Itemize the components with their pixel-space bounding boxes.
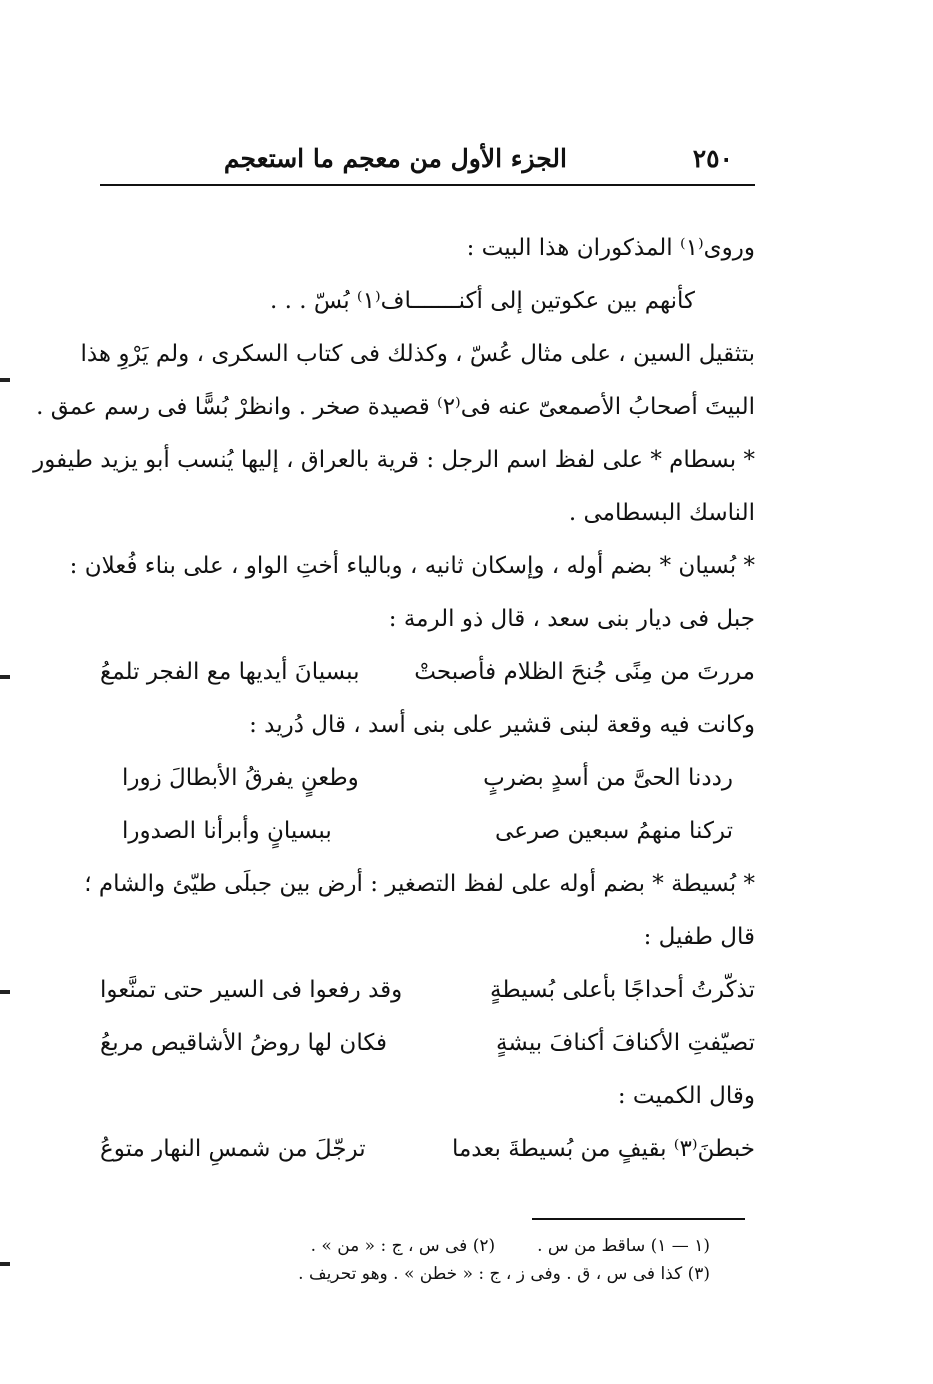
footnote-line [150,1260,710,1288]
text-line: وروى⁽١⁾ المذكوران هذا البيت : [466,235,755,261]
verse-first-hemistich: خبطنَ⁽٣⁾ بقيفٍ من بُسيطةَ بعدما [451,1136,755,1162]
scan-edge-mark [0,378,10,382]
scan-edge-mark [0,675,10,679]
text-line: قال طفيل : [643,924,755,950]
entry-line: * بسطام * على لفظ اسم الرجل : قرية بالعراق ، إليها يُنسب أبو يزيد طيفور [33,447,755,473]
verse-second-hemistich: ترجّلَ من شمسِ النهار متوعُ [100,1136,366,1162]
verse-first-hemistich: رددنا الحىَّ من أسدٍ بضربٍ [483,765,733,791]
page-number: ٢٥٠ [692,144,733,173]
footnote-3: (٣) كذا فى س ، ق . وفى ز ، ج : « خطن » . وهو تحريف . [298,1264,710,1284]
entry-line: * بُسيطة * بضم أوله على لفظ التصغير : أرض بين جبلَى طيّئ والشام ؛ [84,871,755,897]
verse-second-hemistich: فكان لها روضُ الأشاقيص مربعُ [100,1030,388,1056]
text-line: وكانت فيه وقعة لبنى قشير على بنى أسد ، قال دُريد : [249,712,755,738]
page-header [100,142,755,182]
verse-first-hemistich: تصيّفتِ الأكنافَ أكنافَ بيشةٍ [495,1030,755,1056]
scan-edge-mark [0,990,10,994]
verse-second-hemistich: ببسيانٍ وأبرأنا الصدورا [122,818,332,844]
verse-line [100,964,755,1017]
verse-line [100,805,755,858]
header-rule [100,184,755,186]
footnote-2: (٢) فى س ، ج : « من » . [310,1236,496,1256]
verse-second-hemistich: وطعنٍ يفرقُ الأبطالَ زورا [122,765,359,791]
page-body [33,222,755,1176]
text-line: وقال الكميت : [617,1083,755,1109]
quoted-verse-line: كأنهم بين عكوتين إلى أكنـــــــاف⁽١⁾ بُسّ . . . [270,288,695,314]
footnote-rule [532,1218,745,1220]
footnote-line [150,1232,710,1260]
footnotes [150,1232,710,1288]
scan-edge-mark [0,1262,10,1266]
entry-line: * بُسيان * بضم أوله ، وإسكان ثانيه ، وبالياء أختِ الواو ، على بناء فُعلان : [69,553,755,579]
verse-line [100,1123,755,1176]
verse-line [100,752,755,805]
verse-first-hemistich: تركنا منهمُ سبعين صرعى [495,818,733,844]
text-line: بتثقيل السين ، على مثال عُسّ ، وكذلك فى كتاب السكرى ، ولم يَرْوِ هذا [80,341,755,367]
verse-line [100,1017,755,1070]
verse-line [100,646,755,699]
verse-second-hemistich: ببسيانَ أيديها مع الفجر تلمعُ [100,659,360,685]
verse-first-hemistich: تذكّرتُ أحداجًا بأعلى بُسيطةٍ [490,977,755,1003]
text-line: البيتَ أصحابُ الأصمعىّ عنه فى⁽٢⁾ قصيدة صخر . وانظرْ بُسًّا فى رسم عمق . [36,394,755,420]
footnote-1: (١ — ١) ساقط من س . [537,1236,710,1256]
running-title: الجزء الأول من معجم ما استعجم [223,144,567,173]
text-line: الناسك البسطامى . [568,500,755,526]
text-line: جبل فى ديار بنى سعد ، قال ذو الرمة : [388,606,755,632]
verse-first-hemistich: مررتَ من مِنًى جُنحَ الظلام فأصبحتْ [414,659,755,685]
verse-second-hemistich: وقد رفعوا فى السير حتى تمنَّعوا [100,977,403,1003]
